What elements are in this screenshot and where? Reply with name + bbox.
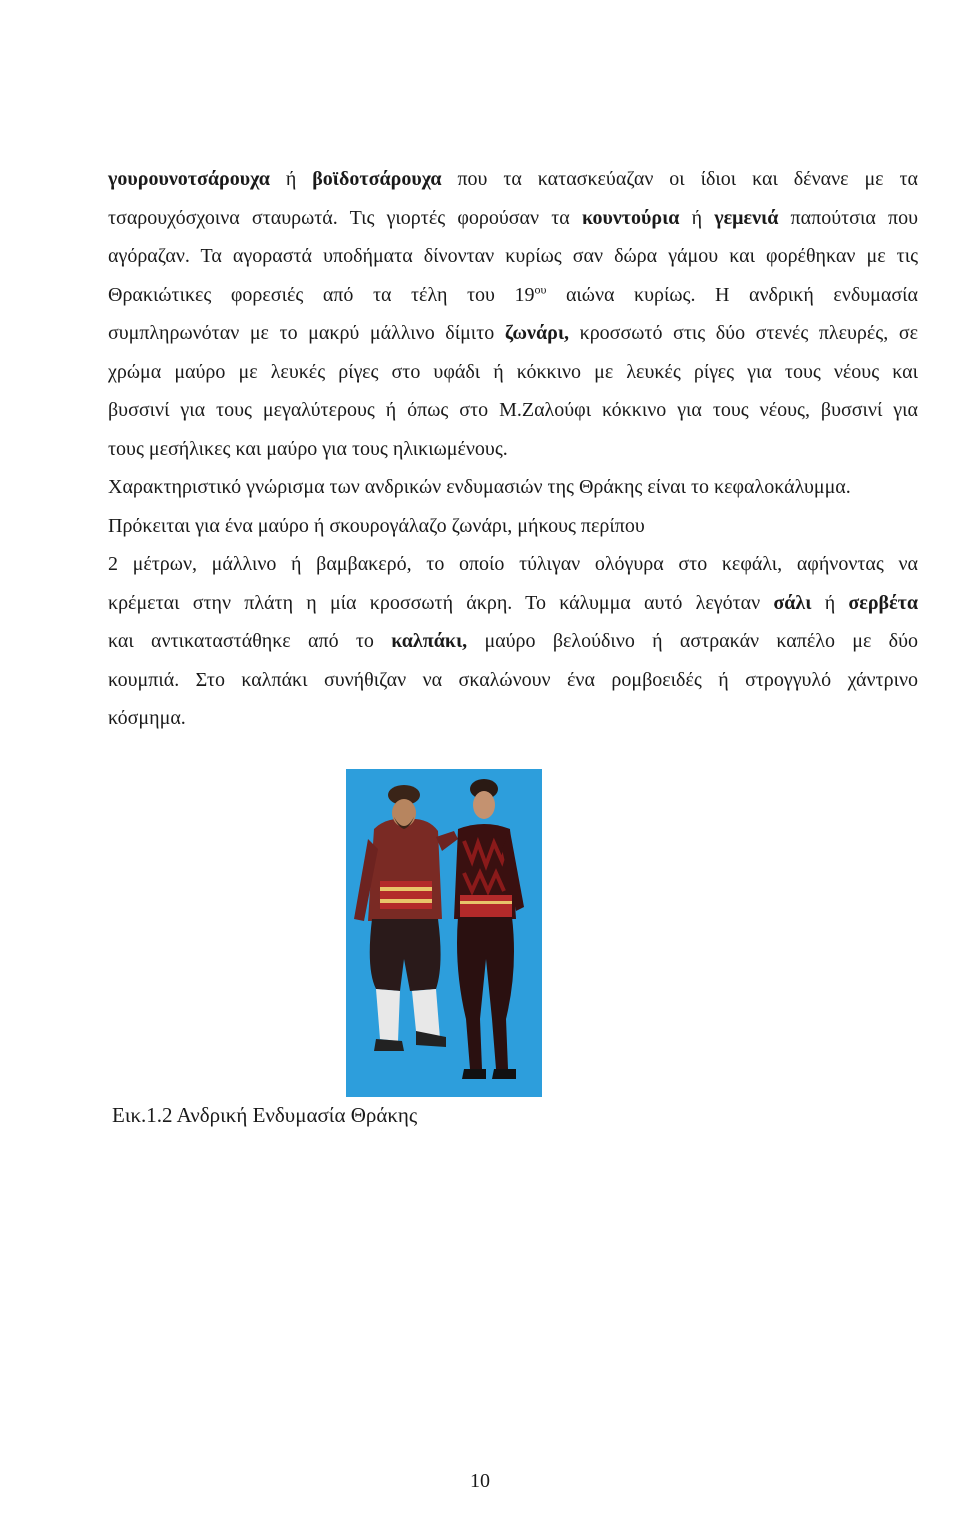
young-man-figure xyxy=(454,779,524,1079)
bold-term: γεμενιά xyxy=(714,206,779,229)
costume-photo xyxy=(346,769,542,1097)
text-run: χρώμα μαύρο με λευκές ρίγες στο υφάδι ή κόκκινο με λευκές ρίγες για τους νέους και xyxy=(108,360,918,383)
text-run: 2 μέτρων, μάλλινο ή βαμβακερό, το οποίο τύλιγαν ολόγυρα στο κεφάλι, αφήνοντας να xyxy=(108,553,918,575)
text-line xyxy=(108,699,918,738)
text-run: κόσμημα. xyxy=(108,707,186,729)
body-text xyxy=(108,160,918,738)
text-run: κροσσωτό στις δύο στενές πλευρές, σε xyxy=(569,322,918,344)
bold-term: γουρουνοτσάρουχα xyxy=(108,168,270,190)
text-line xyxy=(108,545,918,584)
text-line xyxy=(108,468,918,507)
text-run: ή xyxy=(269,168,313,190)
text-run: ή xyxy=(811,591,849,614)
text-run: μαύρο βελούδινο ή αστρακάν καπέλο με δύο xyxy=(467,630,918,652)
text-run: αγόραζαν. Τα αγοραστά υποδήματα δίνονταν κυρίως σαν δώρα γάμου και φορέθηκαν με τις xyxy=(108,245,918,267)
text-run: βυσσινί για τους μεγαλύτερους ή όπως στο Μ.Ζαλούφι κόκκινο για τους νέους, βυσσινί για xyxy=(108,399,918,421)
bold-term: βοϊδοτσάρουχα xyxy=(312,168,442,190)
bold-term: καλπάκι, xyxy=(391,630,468,652)
text-line xyxy=(108,391,918,430)
text-line xyxy=(108,507,918,546)
text-run: και αντικαταστάθηκε από το xyxy=(108,630,392,652)
text-line xyxy=(108,276,918,315)
text-run: τσαρουχόσχοινα σταυρωτά. Τις γιορτές φορούσαν τα xyxy=(108,206,582,229)
text-line xyxy=(108,314,918,353)
text-line xyxy=(108,430,918,469)
text-line xyxy=(108,622,918,661)
text-line xyxy=(108,160,918,199)
text-run: αιώνα κυρίως. Η ανδρική ενδυμασία xyxy=(546,283,918,306)
page-number: 10 xyxy=(470,1470,490,1492)
figure-caption: Εικ.1.2 Ανδρική Ενδυμασία Θράκης xyxy=(112,1103,418,1127)
text-run: τους μεσήλικες και μαύρο για τους ηλικιωμένους. xyxy=(108,437,508,460)
text-line xyxy=(108,237,918,276)
text-line xyxy=(108,661,918,700)
text-run: κουμπιά. Στο καλπάκι συνήθιζαν να σκαλώνουν ένα ρομβοειδές ή στρογγυλό χάντρινο xyxy=(108,668,918,691)
superscript: ου xyxy=(534,281,547,296)
text-run: ή xyxy=(679,206,715,229)
text-line xyxy=(108,584,918,623)
bold-term: ζωνάρι, xyxy=(504,322,570,344)
text-run: που τα κατασκεύαζαν οι ίδιοι και δένανε με τα xyxy=(441,168,919,190)
text-run: Πρόκειται για ένα μαύρο ή σκουρογάλαζο ζωνάρι, μήκους περίπου xyxy=(108,514,645,537)
bold-term: σερβέτα xyxy=(848,591,918,614)
older-man-figure xyxy=(354,785,458,1051)
text-run: Χαρακτηριστικό γνώρισμα των ανδρικών ενδυμασιών της Θράκης είναι το κεφαλοκάλυμμα. xyxy=(108,476,851,498)
two-men-in-thracian-costume-image xyxy=(346,769,542,1097)
text-run: Θρακιώτικες φορεσιές από τα τέλη του 19 xyxy=(108,283,535,306)
text-run: συμπληρωνόταν με το μακρύ μάλλινο δίμιτο xyxy=(108,322,505,344)
text-line xyxy=(108,353,918,392)
text-run: κρέμεται στην πλάτη η μία κροσσωτή άκρη. Το κάλυμμα αυτό λεγόταν xyxy=(108,591,774,614)
bold-term: σάλι xyxy=(773,591,812,614)
bold-term: κουντούρια xyxy=(581,206,680,229)
text-run: παπούτσια που xyxy=(778,206,918,229)
text-line xyxy=(108,199,918,238)
